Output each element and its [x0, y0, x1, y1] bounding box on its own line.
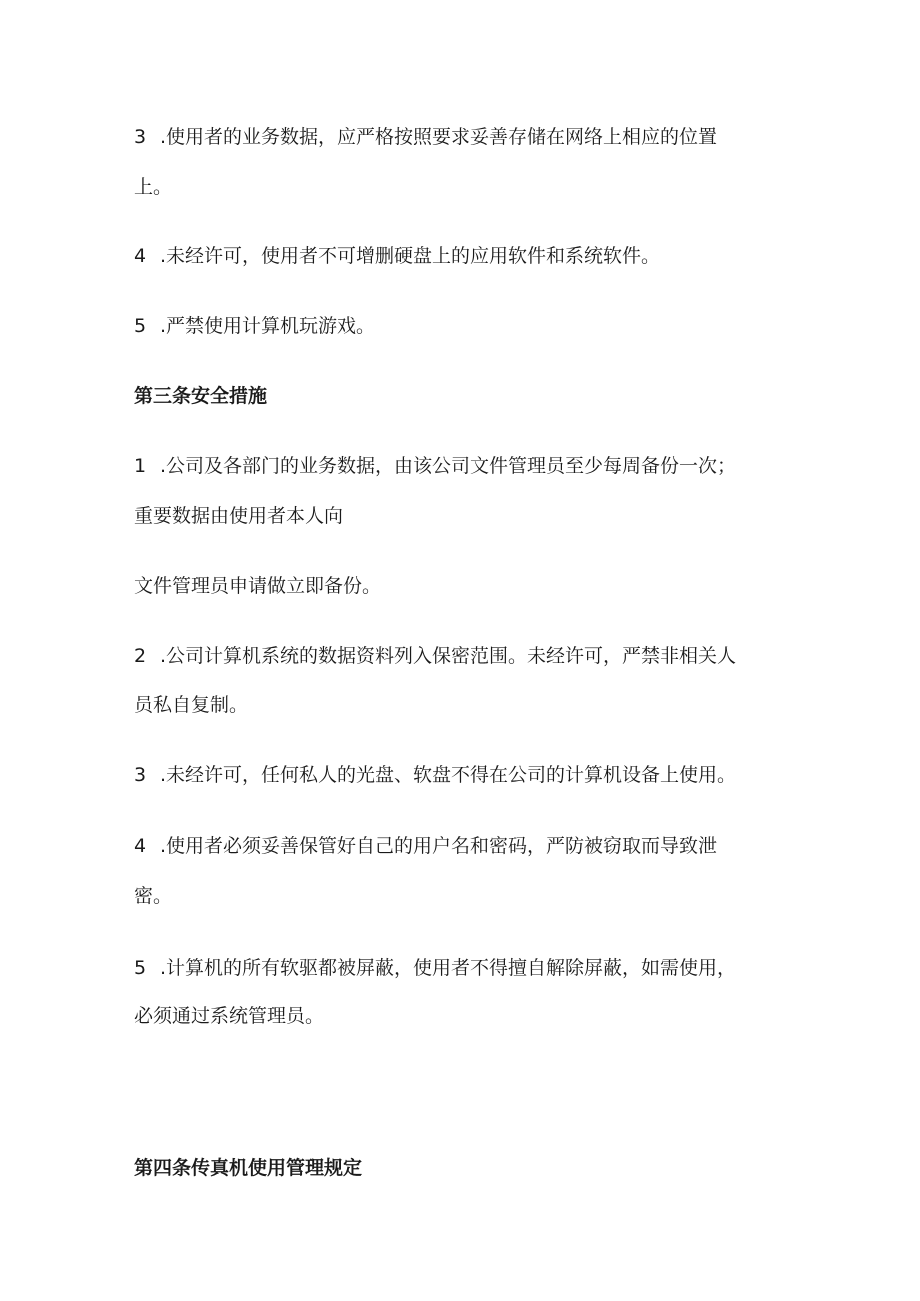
paragraph-continuation: 上。	[134, 176, 173, 198]
item-number: 5	[134, 315, 147, 337]
paragraph-continuation: 必须通过系统管理员。	[134, 1005, 325, 1027]
paragraph-item-1	[134, 454, 736, 478]
item-text: .公司及各部门的业务数据，由该公司文件管理员至少每周备份一次；	[160, 455, 737, 477]
item-text: .未经许可，任何私人的光盘、软盘不得在公司的计算机设备上使用。	[160, 764, 737, 786]
paragraph-continuation: 文件管理员申请做立即备份。	[134, 575, 382, 597]
item-number: 5	[134, 957, 147, 979]
paragraph-item-3	[134, 125, 717, 149]
item-text: .计算机的所有软驱都被屏蔽，使用者不得擅自解除屏蔽，如需使用，	[160, 957, 737, 979]
section-heading-3: 第三条安全措施	[134, 385, 268, 407]
paragraph-item-2	[134, 644, 736, 668]
item-number: 3	[134, 126, 147, 148]
item-number: 1	[134, 455, 147, 477]
item-number: 4	[134, 245, 147, 267]
paragraph-continuation: 重要数据由使用者本人向	[134, 505, 344, 527]
item-number: 4	[134, 835, 147, 857]
item-text: .公司计算机系统的数据资料列入保密范围。未经许可，严禁非相关人	[160, 645, 737, 667]
paragraph-item-4	[134, 244, 660, 268]
item-text: .使用者的业务数据，应严格按照要求妥善存储在网络上相应的位置	[160, 126, 718, 148]
item-number: 2	[134, 645, 147, 667]
item-text: .使用者必须妥善保管好自己的用户名和密码，严防被窃取而导致泄	[160, 835, 718, 857]
paragraph-item-5b	[134, 956, 736, 980]
item-text: .严禁使用计算机玩游戏。	[160, 315, 376, 337]
paragraph-continuation: 员私自复制。	[134, 694, 249, 716]
paragraph-continuation: 密。	[134, 885, 173, 907]
item-number: 3	[134, 764, 147, 786]
paragraph-item-3b	[134, 763, 736, 787]
paragraph-item-4b	[134, 834, 717, 858]
item-text: .未经许可，使用者不可增删硬盘上的应用软件和系统软件。	[160, 245, 661, 267]
section-heading-4: 第四条传真机使用管理规定	[134, 1157, 363, 1179]
paragraph-item-5	[134, 314, 375, 338]
